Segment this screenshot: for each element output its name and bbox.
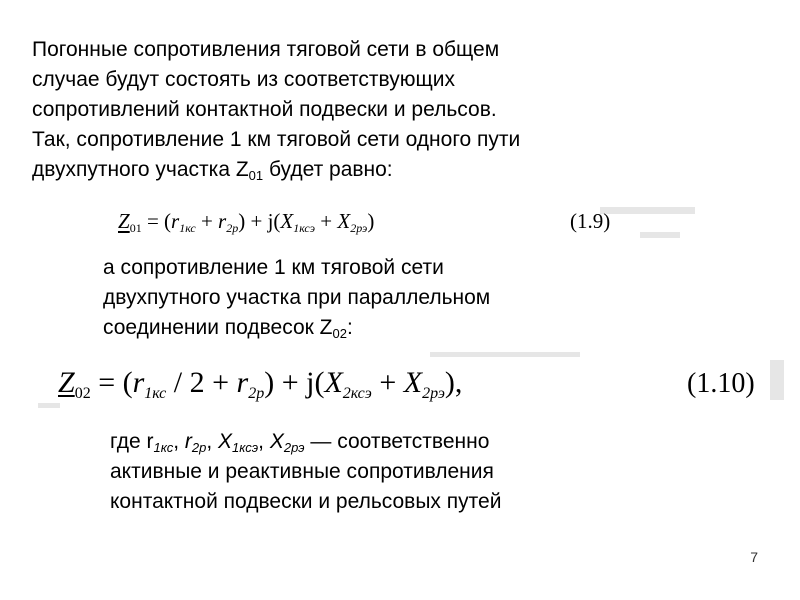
parallel-z-subscript: 02 — [332, 326, 347, 341]
formula1-r2-sub: 2р — [226, 221, 239, 235]
formula2-x1-sub: 2ксэ — [342, 385, 372, 402]
formula2-lhs-sub: 02 — [74, 385, 91, 402]
intro-line-5 — [32, 155, 772, 185]
page-number: 7 — [750, 549, 758, 565]
formula2-r2-sub: 2р — [248, 385, 265, 402]
intro-z-subscript: 01 — [248, 168, 264, 183]
intro-line-5-text: двухпутного участка Z — [32, 158, 249, 181]
legend-line-2: активные и реактивные сопротивления — [110, 460, 494, 483]
intro-line-4: Так, сопротивление 1 км тяговой сети одного пути — [32, 128, 521, 151]
formula2-mid: ) + j( — [264, 366, 325, 399]
legend-tail: — соответственно — [304, 430, 490, 453]
legend-x1: X — [218, 430, 233, 453]
legend-x1-sub: 1ксэ — [232, 440, 259, 455]
formula1-plus2: + — [315, 209, 338, 233]
formula1-x2-sub: 2рэ — [350, 221, 368, 235]
legend-prefix: где r — [110, 430, 154, 453]
scan-artifact — [600, 207, 695, 214]
intro-line-2: случае будут состоять из соответствующих — [32, 68, 456, 91]
scan-artifact — [430, 352, 580, 357]
formula2-r2: r — [236, 366, 249, 399]
legend-comma-1: , — [173, 430, 185, 453]
parallel-line-1: а сопротивление 1 км тяговой сети — [103, 256, 444, 279]
formula2-lhs: Z — [58, 366, 75, 399]
legend-r1-sub: 1кс — [153, 440, 174, 455]
legend-x2: X — [269, 430, 284, 453]
formula1-plus1: + — [195, 209, 219, 233]
parallel-line-3-text: соединении подвесок Z — [103, 316, 333, 339]
formula2-x2: X — [403, 366, 423, 399]
formula2-eq: = ( — [90, 366, 133, 399]
legend-line-3: контактной подвески и рельсовых путей — [110, 490, 502, 513]
legend-x2-sub: 2рэ — [283, 440, 305, 455]
formula2-x1: X — [324, 366, 343, 399]
formula2-r1-sub: 1кс — [144, 385, 167, 402]
scan-artifact — [38, 403, 60, 408]
formula1-r1-sub: 1кс — [179, 221, 196, 235]
legend-r2-sub: 2р — [191, 440, 207, 455]
formula1-r2: r — [218, 209, 227, 233]
scan-artifact — [770, 360, 784, 400]
intro-paragraph — [32, 35, 772, 185]
formula2-close: ), — [444, 366, 463, 399]
formula1-lhs-sub: 01 — [129, 221, 142, 235]
parallel-line-3 — [103, 313, 703, 343]
formula1-x1: X — [280, 209, 294, 233]
legend-r2: r — [184, 430, 192, 453]
legend-line-1 — [110, 427, 710, 457]
intro-line-3: сопротивлений контактной подвески и рельсов. — [32, 98, 497, 121]
scan-artifact — [640, 232, 680, 238]
intro-line-1: Погонные сопротивления тяговой сети в общем — [32, 38, 500, 61]
formula2-plus: + — [371, 366, 404, 399]
legend-paragraph — [110, 427, 710, 517]
formula1-x1-sub: 1ксэ — [293, 221, 316, 235]
legend-comma-2: , — [206, 430, 219, 453]
formula1-close: ) — [367, 209, 375, 233]
formula1-r1: r — [171, 209, 180, 233]
formula2-div: / 2 + — [166, 366, 237, 399]
parallel-line-3-tail: : — [346, 316, 353, 339]
formula1-x2: X — [337, 209, 351, 233]
legend-comma-3: , — [258, 430, 270, 453]
parallel-paragraph — [103, 253, 703, 343]
formula-1-10-number: (1.10) — [687, 368, 755, 399]
parallel-line-2: двухпутного участка при параллельном — [103, 286, 491, 309]
intro-line-5-tail: будет равно: — [263, 158, 393, 181]
formula2-r1: r — [132, 366, 145, 399]
formula-1-9-number: (1.9) — [570, 209, 611, 233]
formula1-mid: ) + j( — [238, 209, 281, 233]
formula1-eq: = ( — [141, 209, 172, 233]
formula-1-10 — [58, 366, 462, 400]
formula2-x2-sub: 2рэ — [422, 385, 445, 402]
formula1-lhs: Z — [118, 209, 130, 233]
formula-1-9 — [118, 209, 374, 234]
